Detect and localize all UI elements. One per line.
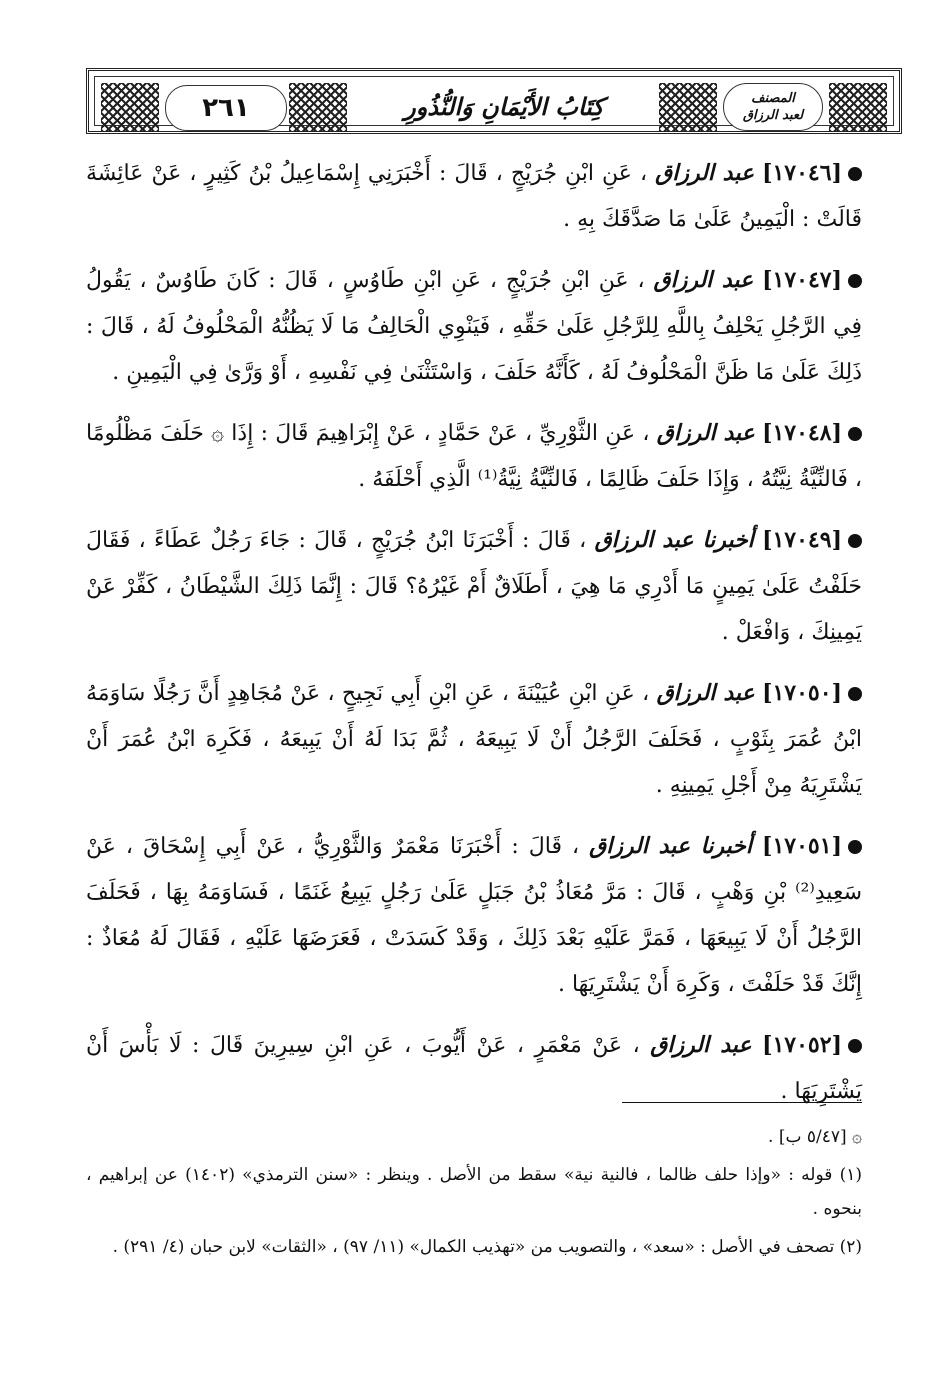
hadith-number: [١٧٠٤٦] <box>762 160 842 186</box>
header-frame <box>94 76 894 126</box>
bullet-icon <box>848 840 862 854</box>
hadith-number: [١٧٠٥٠] <box>762 680 842 706</box>
book-logo <box>723 83 823 131</box>
narrator: عبد الرزاق <box>656 420 755 446</box>
hadith-text: ، عَنِ ابْنِ عُيَيْنَةَ ، عَنِ ابْنِ أَبِي نَجِيحٍ ، عَنْ مُجَاهِدٍ أَنَّ رَجُلًا سَاوَمَهُ ابْنُ عُمَرَ بِثَوْبٍ ، فَحَلَفَ الرَّجُلُ أَنْ لَا يَبِيعَهُ ، ثُمَّ بَدَا لَهُ أَنْ يَبِيعَهُ ، فَكَرِهَ ابْنُ عُمَرَ أَنْ يَشْتَرِيَهُ مِنْ أَجْلِ يَمِينِهِ . <box>86 681 862 798</box>
bullet-icon <box>848 274 862 288</box>
hadith-text: ، قَالَ : أَخْبَرَنَا مَعْمَرٌ وَالثَّوْرِيُّ ، عَنْ أَبِي إِسْحَاقَ ، عَنْ سَعِيدِ⁽²⁾ بْنِ وَهْبٍ ، قَالَ : مَرَّ مُعَاذُ بْنُ جَبَلٍ عَلَىٰ رَجُلٍ يَبِيعُ غَنَمًا ، فَسَاوَمَهُ بِهَا ، فَحَلَفَ الرَّجُلُ أَنْ لَا يَبِيعَهَا ، فَمَرَّ عَلَيْهِ بَعْدَ ذَلِكَ ، وَقَدْ كَسَدَتْ ، فَعَرَضَهَا عَلَيْهِ ، فَقَالَ لَهُ مُعَاذٌ : إِنَّكَ قَدْ حَلَفْتَ ، وَكَرِهَ أَنْ يَشْتَرِيَهَا . <box>86 834 862 997</box>
hadith-number: [١٧٠٤٩] <box>762 527 842 553</box>
ornament-icon <box>829 83 887 131</box>
logo-line-1: المصنف <box>751 91 795 106</box>
hadith-number: [١٧٠٤٨] <box>762 420 842 446</box>
narrator: عبد الرزاق <box>650 1032 752 1058</box>
narrator: عبد الرزاق <box>653 267 754 293</box>
narrator: أخبرنا عبد الرزاق <box>594 527 754 553</box>
hadith-paragraph <box>86 823 862 1008</box>
hadith-paragraph <box>86 517 862 656</box>
bullet-icon <box>848 167 862 181</box>
hadith-number: [١٧٠٥٢] <box>762 1032 842 1058</box>
hadith-paragraph <box>86 670 862 809</box>
hadith-text: ، عَنِ ابْنِ جُرَيْجٍ ، عَنِ ابْنِ طَاوُسٍ ، قَالَ : كَانَ طَاوُسٌ ، يَقُولُ فِي الرَّجُلِ يَحْلِفُ بِاللَّهِ لِلرَّجُلِ عَلَىٰ حَقِّهِ ، فَيَنْوِي الْحَالِفُ مَا لَا يَظُنُّهُ الْمَحْلُوفُ لَهُ ، قَالَ : ذَلِكَ عَلَىٰ مَا ظَنَّ الْمَحْلُوفُ لَهُ ، كَأَنَّهُ حَلَفَ ، وَاسْتَثْنَىٰ فِي نَفْسِهِ ، أَوْ وَرَّىٰ فِي الْيَمِينِ . <box>86 268 862 385</box>
page-number: ٢٦١ <box>165 85 287 131</box>
hadith-paragraph <box>86 257 862 396</box>
bullet-icon <box>848 427 862 441</box>
page-header <box>86 68 902 134</box>
narrator: عبد الرزاق <box>655 160 754 186</box>
footnote: (٢) تصحف في الأصل : «سعد» ، والتصويب من «تهذيب الكمال» (١١/ ٩٧) ، «الثقات» لابن حبان (٤/ ٢٩١) . <box>112 1237 862 1257</box>
hadith-text: ، عَنِ الثَّوْرِيِّ ، عَنْ حَمَّادٍ ، عَنْ إِبْرَاهِيمَ قَالَ : إِذَا ۞ حَلَفَ مَظْلُومًا ، فَالنِّيَّةُ نِيَّتُهُ ، وَإِذَا حَلَفَ ظَالِمًا ، فَالنِّيَّةُ نِيَّةُ⁽¹⁾ الَّذِي أَحْلَفَهُ . <box>86 421 862 492</box>
ornament-icon <box>289 83 347 131</box>
narrator: أخبرنا عبد الرزاق <box>589 833 752 859</box>
footnotes <box>86 1120 862 1268</box>
hadith-number: [١٧٠٤٧] <box>762 267 843 293</box>
bullet-icon <box>848 534 862 548</box>
body-text <box>86 150 862 1129</box>
bullet-icon <box>848 1039 862 1053</box>
hadith-text: ، قَالَ : أَخْبَرَنَا ابْنُ جُرَيْجٍ ، قَالَ : جَاءَ رَجُلٌ عَطَاءً ، فَقَالَ حَلَفْتُ عَلَىٰ يَمِينٍ مَا أَدْرِي مَا هِيَ ، أَطَلَاقٌ أَمْ غَيْرُهُ؟ قَالَ : إِنَّمَا ذَلِكَ الشَّيْطَانُ ، كَفِّرْ عَنْ يَمِينِكَ ، وَافْعَلْ . <box>86 528 862 645</box>
logo-line-2: لعبد الرزاق <box>742 108 804 123</box>
footnote: ۞ [٥/٤٧ ب] . <box>768 1127 862 1147</box>
hadith-text: ، عَنِ ابْنِ جُرَيْجٍ ، قَالَ : أَخْبَرَنِي إِسْمَاعِيلُ بْنُ كَثِيرٍ ، عَنْ عَائِشَةَ قَالَتْ : الْيَمِينُ عَلَىٰ مَا صَدَّقَكَ بِهِ . <box>86 161 862 232</box>
footnote: (١) قوله : «وإذا حلف ظالما ، فالنية نية» سقط من الأصل . وينظر : «سنن الترمذي» (١٤٠٢) عن إبراهيم ، بنحوه . <box>86 1165 862 1219</box>
hadith-paragraph <box>86 410 862 503</box>
bullet-icon <box>848 687 862 701</box>
footnote-divider <box>622 1102 862 1103</box>
ornament-icon <box>659 83 717 131</box>
hadith-number: [١٧٠٥١] <box>762 833 842 859</box>
book-title: كِتَابُ الأَيْمَانِ وَالنُّذُورِ <box>404 92 604 121</box>
hadith-text: ، عَنْ مَعْمَرٍ ، عَنْ أَيُّوبَ ، عَنِ ابْنِ سِيرِينَ قَالَ : لَا بَأْسَ أَنْ يَشْتَرِيَهَا . <box>86 1033 862 1104</box>
hadith-paragraph <box>86 150 862 243</box>
ornament-icon <box>101 83 159 131</box>
narrator: عبد الرزاق <box>656 680 755 706</box>
